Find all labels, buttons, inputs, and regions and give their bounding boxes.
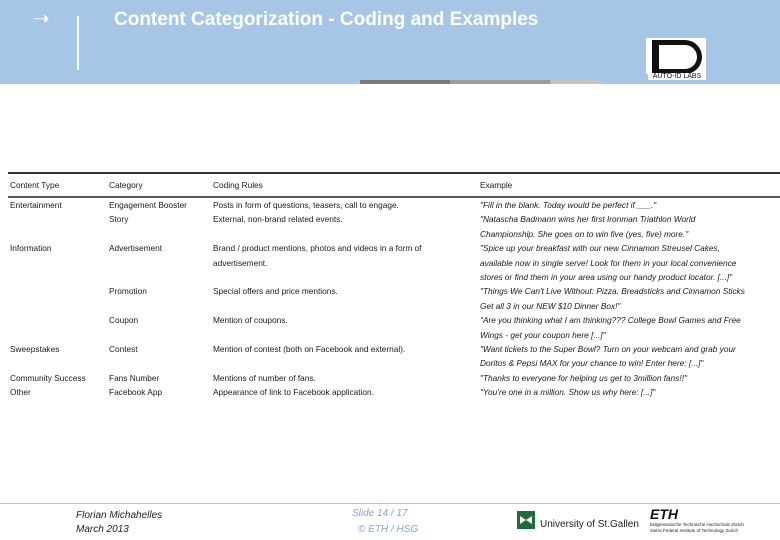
cell-content-type: [8, 212, 107, 226]
col-header-category: Category: [107, 173, 211, 197]
cell-example: Get all 3 in our NEW $10 Dinner Box!": [480, 300, 621, 311]
logo-d-mark: [652, 40, 702, 74]
cell-category: Coupon: [109, 315, 139, 326]
cell-category: [107, 227, 211, 241]
cell-category: Facebook App: [109, 387, 163, 398]
cell-example: "Want tickets to the Super Bowl? Turn on your webcam and grab your: [480, 344, 736, 355]
table-row: [8, 284, 780, 298]
table-row: [8, 356, 780, 370]
col-header-coding-rules: Coding Rules: [211, 173, 478, 197]
cell-example: "Thanks to everyone for helping us get to 3million fans!!": [480, 372, 687, 383]
table-row: [8, 241, 780, 255]
eth-line-2: Swiss Federal Institute of Technology Zurich: [650, 528, 738, 533]
table-row: [8, 212, 780, 226]
hsg-emblem-icon: [516, 510, 536, 530]
cell-category: [107, 328, 211, 342]
cell-content-type: Community Success: [10, 372, 86, 383]
footer-divider: [0, 503, 780, 504]
cell-content-type: [8, 227, 107, 241]
cell-example: Doritos & Pepsi MAX for your chance to win! Enter here: [...]": [480, 358, 704, 369]
footer-author-block: [76, 509, 162, 537]
auto-id-labs-logo: [646, 38, 706, 84]
table-row: [8, 385, 780, 399]
cell-coding-rule: Appearance of link to Facebook application.: [213, 387, 374, 398]
table-row: [8, 299, 780, 313]
eth-line-1: Eidgenössische Technische Hochschule Zürich: [650, 522, 744, 527]
cell-category: Fans Number: [109, 372, 160, 383]
cell-example: "Natascha Badmann wins her first Ironman Triathlon World: [480, 214, 696, 225]
hsg-name: University of St.Gallen: [540, 519, 639, 530]
cell-coding-rule: External, non-brand related events.: [213, 214, 343, 225]
cell-example: stores or find them in your area using our handy product locator. [...]": [480, 272, 733, 283]
cell-content-type: Information: [10, 243, 52, 254]
cell-coding-rule: [211, 227, 478, 241]
cell-category: [107, 299, 211, 313]
cell-content-type: [8, 256, 107, 270]
header-stripe-3: [550, 80, 600, 84]
cell-content-type: [8, 270, 107, 284]
footer-copyright: © ETH / HSG: [358, 524, 419, 535]
cell-example: "You're one in a million. Show us why here: [...]": [480, 387, 656, 398]
arrow-icon: ➝: [33, 8, 50, 30]
table-row: [8, 227, 780, 241]
cell-category: [107, 270, 211, 284]
table-body: [8, 197, 780, 400]
cell-coding-rule: Special offers and price mentions.: [213, 286, 338, 297]
cell-content-type: [8, 356, 107, 370]
cell-category: Contest: [109, 344, 138, 355]
cell-content-type: Sweepstakes: [10, 344, 60, 355]
logo-text: AUTO-ID LABS: [648, 73, 706, 80]
table-row: [8, 371, 780, 385]
footer-date: March 2013: [76, 524, 129, 535]
table-row: [8, 256, 780, 270]
cell-coding-rule: Mention of coupons.: [213, 315, 288, 326]
cell-content-type: Other: [10, 387, 31, 398]
hsg-logo: [516, 508, 639, 534]
cell-coding-rule: [211, 299, 478, 313]
eth-logo-block: [650, 506, 775, 536]
cell-category: Story: [109, 214, 129, 225]
cell-coding-rule: [211, 270, 478, 284]
col-header-example: Example: [478, 173, 780, 197]
table-row: [8, 313, 780, 327]
cell-coding-rule: Mentions of number of fans.: [213, 372, 316, 383]
footer-author: Florian Michahelles: [76, 510, 163, 521]
cell-example: "Spice up your breakfast with our new Cinnamon Streusel Cakes,: [480, 243, 720, 254]
cell-content-type: [8, 299, 107, 313]
cell-content-type: [8, 284, 107, 298]
cell-category: Engagement Booster: [109, 200, 187, 210]
cell-content-type: Entertainment: [10, 200, 62, 210]
cell-content-type: [8, 313, 107, 327]
cell-example: available now in single serve! Look for them in your local convenience: [480, 257, 737, 268]
cell-category: Advertisement: [109, 243, 163, 254]
table-row: [8, 197, 780, 212]
cell-content-type: [8, 328, 107, 342]
slide-number: Slide 14 / 17: [352, 508, 408, 519]
cell-example: "Fill in the blank. Today would be perfect if ___.": [480, 200, 657, 210]
cell-coding-rule: Mention of contest (both on Facebook and external).: [213, 344, 406, 355]
eth-logo: ETH: [650, 506, 678, 522]
table-row: [8, 342, 780, 356]
cell-category: [107, 356, 211, 370]
table-header-row: [8, 173, 780, 197]
cell-coding-rule: Posts in form of questions, teasers, call to engage.: [213, 200, 399, 210]
cell-example: Championship. She goes on to win five (yes, five) more.": [480, 228, 689, 239]
slide-header: [0, 0, 780, 84]
cell-example: Wings - get your coupon here [...]": [480, 329, 606, 340]
header-divider: [77, 16, 79, 70]
cell-coding-rule: Brand / product mentions, photos and videos in a form of: [213, 243, 422, 254]
table-row: [8, 328, 780, 342]
cell-example: "Are you thinking what I am thinking??? College Bowl Games and Free: [480, 315, 741, 326]
cell-category: Promotion: [109, 286, 147, 297]
header-stripe-2: [450, 80, 550, 84]
logo-background: [646, 38, 706, 74]
cell-coding-rule: [211, 328, 478, 342]
table-row: [8, 270, 780, 284]
header-stripe-1: [360, 80, 450, 84]
cell-example: "Things We Can't Live Without: Pizza, Breadsticks and Cinnamon Sticks: [480, 286, 745, 297]
col-header-content-type: Content Type: [8, 173, 107, 197]
cell-category: [107, 256, 211, 270]
cell-coding-rule: [211, 356, 478, 370]
slide-title: Content Categorization - Coding and Examples: [114, 9, 539, 30]
cell-coding-rule: advertisement.: [213, 257, 268, 268]
coding-table: [8, 172, 780, 400]
